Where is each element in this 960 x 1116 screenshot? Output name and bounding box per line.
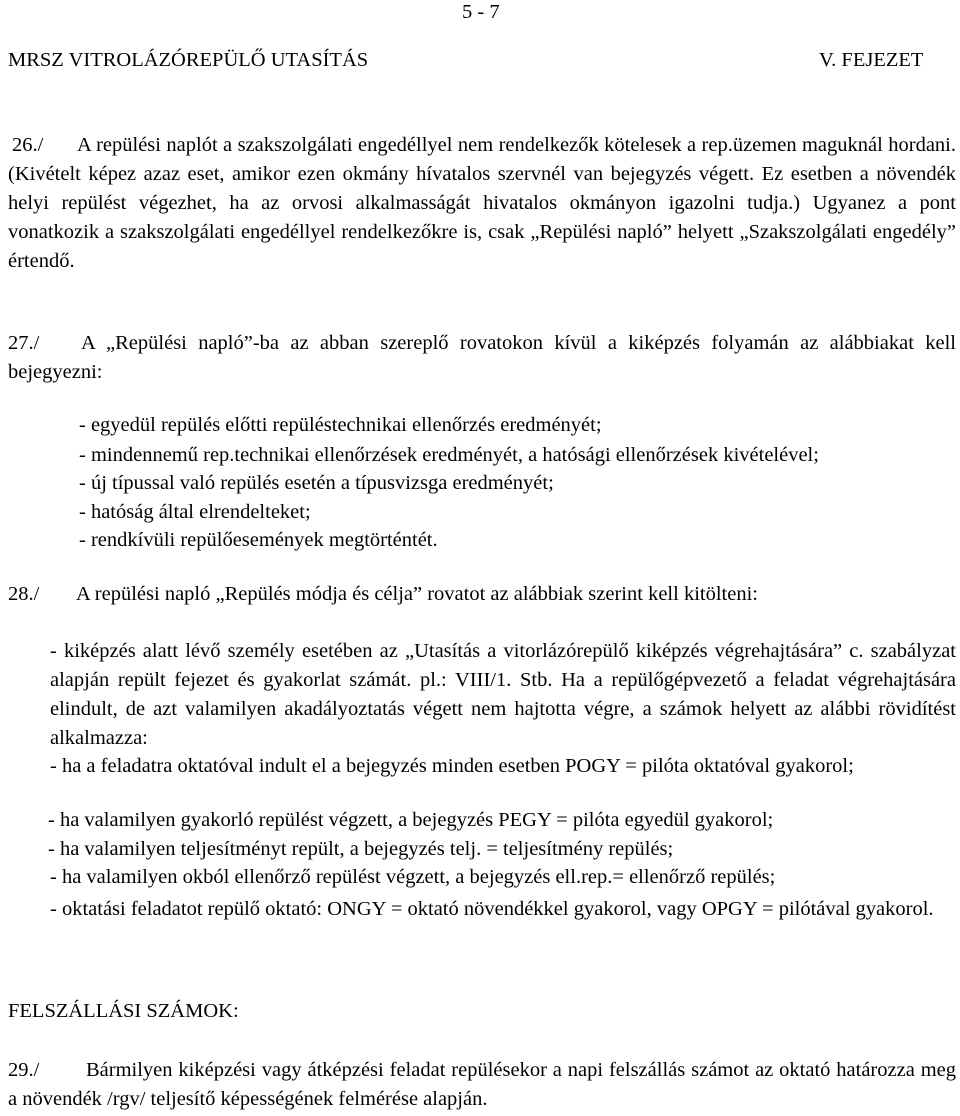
section-28-block-1: - kiképzés alatt lévő személy esetében az „Utasítás a vitorlázórepülő kiképzés végrehajtására” c. szabályzat alapján repült fejezet és gyakorlat számát. pl.: VIII/1. Stb. Ha a repülőgépvezető a feladat végrehajtására elindult, de azt valamilyen akadályoztatás végett nem hajtotta végre, a számok helyett az alábbi rövidítést alkalmazza: bbox=[50, 640, 956, 749]
page-number: 5 - 7 bbox=[462, 1, 500, 23]
section-27-text: A „Repülési napló”-ba az abban szereplő rovatokon kívül a kiképzés folyamán az alábbiakat kell bejegyezni: bbox=[8, 332, 956, 383]
section-27 bbox=[8, 329, 956, 387]
list-item: - egyedül repülés előtti repüléstechnikai ellenőrzés eredményét; bbox=[79, 414, 602, 436]
list-item: - hatóság által elrendelteket; bbox=[79, 501, 311, 523]
list-item: - rendkívüli repülőesemények megtörténtét. bbox=[79, 529, 438, 551]
section-28-line-5: - ha valamilyen okból ellenőrző repülést végzett, a bejegyzés ell.rep.= ellenőrző repülés; bbox=[50, 866, 776, 888]
section-28-line-4: - ha valamilyen teljesítményt repült, a bejegyzés telj. = teljesítmény repülés; bbox=[48, 838, 674, 860]
section-27-number: 27./ bbox=[8, 332, 40, 354]
section-28 bbox=[8, 583, 758, 606]
chapter-label: V. FEJEZET bbox=[819, 49, 924, 71]
section-28-number: 28./ bbox=[8, 583, 40, 605]
section-28-line-3: - ha valamilyen gyakorló repülést végzett, a bejegyzés PEGY = pilóta egyedül gyakorol; bbox=[48, 809, 774, 831]
list-item: - mindennemű rep.technikai ellenőrzések eredményét, a hatósági ellenőrzések kivételével; bbox=[79, 444, 819, 466]
list-item: - új típussal való repülés esetén a típusvizsga eredményét; bbox=[79, 472, 554, 494]
document-title: MRSZ VITROLÁZÓREPÜLŐ UTASÍTÁS bbox=[8, 49, 369, 71]
section-28-block-2: - ha a feladatra oktatóval indult el a bejegyzés minden esetben POGY = pilóta oktatóval gyakorol; bbox=[50, 755, 854, 777]
section-heading: FELSZÁLLÁSI SZÁMOK: bbox=[8, 1000, 239, 1022]
section-28-text: A repülési napló „Repülés módja és célja” rovatot az alábbiak szerint kell kitölteni: bbox=[76, 583, 758, 605]
section-26-number: 26./ bbox=[12, 134, 44, 156]
section-28-block-6: - oktatási feladatot repülő oktató: ONGY = oktató növendékkel gyakorol, vagy OPGY = pilótával gyakorol. bbox=[50, 898, 934, 920]
section-26-text: A repülési naplót a szakszolgálati engedéllyel nem rendelkezők kötelesek a rep.üzemen maguknál hordani. (Kivételt képez azaz eset, amikor ezen okmány hívatalos szervnél van bejegyzés végett. Ez esetben a növendék helyi repülést végezhet, ha az orvosi alkalmasságát hivatalos okmányon igazolni tudja.) Ugyanez a pont vonatkozik a szakszolgálati engedéllyel rendelkezőkre is, csak „Repülési napló” helyett „Szakszolgálati engedély” értendő. bbox=[8, 134, 956, 272]
section-26 bbox=[8, 131, 956, 276]
section-29 bbox=[8, 1056, 956, 1114]
section-29-number: 29./ bbox=[8, 1059, 40, 1081]
section-29-text: Bármilyen kiképzési vagy átképzési feladat repülésekor a napi felszállás számot az oktató határozza meg a növendék /rgv/ teljesítő képességének felmérése alapján. bbox=[8, 1059, 956, 1110]
